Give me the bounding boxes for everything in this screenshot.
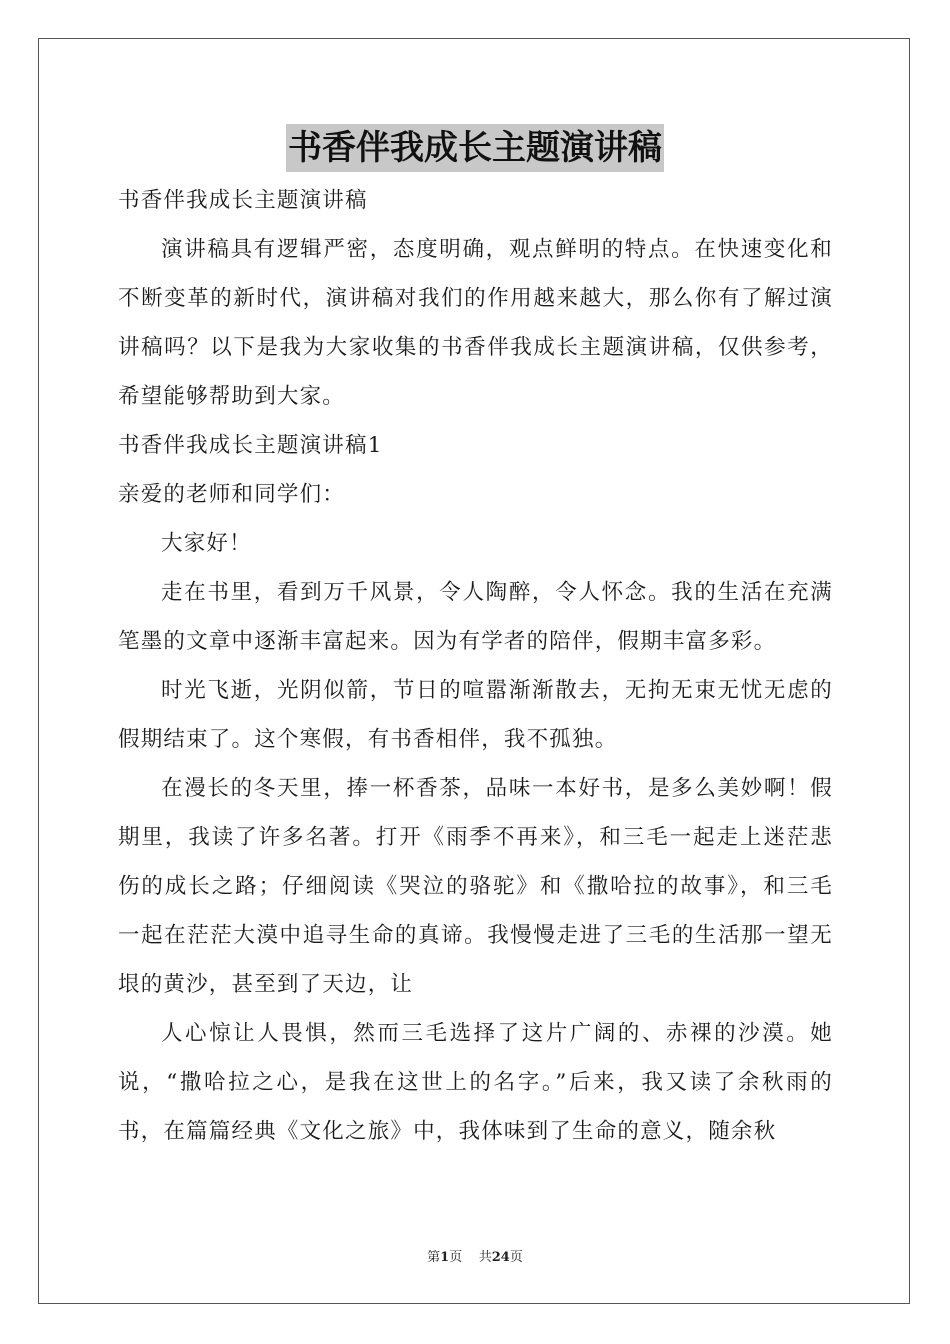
paragraph: 人心惊让人畏惧，然而三毛选择了这片广阔的、赤裸的沙漠。她说，“撒哈拉之心，是我在这世上的名字。”后来，我又读了余秋雨的书，在篇篇经典《文化之旅》中，我体味到了生命的意义，随余秋: [118, 1021, 833, 1144]
page-number: 1: [440, 1250, 450, 1265]
greeting: 大家好！: [161, 531, 252, 556]
paragraph: 在漫长的冬天里，捧一杯香茶，品味一本好书，是多么美妙啊！假期里，我读了许多名著。打开《雨季不再来》，和三毛一起走上迷茫悲伤的成长之路；仔细阅读《哭泣的骆驼》和《撒哈拉的故事》，和三毛一起在茫茫大漠中追寻生命的真谛。我慢慢走进了三毛的生活那一望无垠的黄沙，甚至到了天边，让: [118, 776, 833, 997]
paragraph: 走在书里，看到万千风景，令人陶醉，令人怀念。我的生活在充满笔墨的文章中逐渐丰富起来。因为有学者的陪伴，假期丰富多彩。: [118, 580, 833, 654]
page-footer: [0, 1246, 950, 1265]
page-total: 24: [491, 1250, 510, 1265]
salutation: 亲爱的老师和同学们：: [118, 482, 346, 507]
paragraph: 书香伴我成长主题演讲稿: [118, 188, 368, 213]
total-label-suffix: 页: [509, 1250, 523, 1265]
page-label-suffix: 页: [449, 1250, 463, 1265]
section-heading: 书香伴我成长主题演讲稿1: [118, 433, 383, 458]
paragraph: 时光飞逝，光阴似箭，节日的喧嚣渐渐散去，无拘无束无忧无虑的假期结束了。这个寒假，有书香相伴，我不孤独。: [118, 678, 833, 752]
document-title: 书香伴我成长主题演讲稿: [286, 124, 664, 172]
page-label-prefix: 第: [427, 1250, 441, 1265]
document-body: [118, 176, 833, 1156]
title-wrap: [0, 124, 950, 172]
paragraph: 演讲稿具有逻辑严密，态度明确，观点鲜明的特点。在快速变化和不断变革的新时代，演讲稿对我们的作用越来越大，那么你有了解过演讲稿吗？以下是我为大家收集的书香伴我成长主题演讲稿，仅供参考，希望能够帮助到大家。: [118, 237, 833, 409]
total-label-prefix: 共: [478, 1250, 492, 1265]
